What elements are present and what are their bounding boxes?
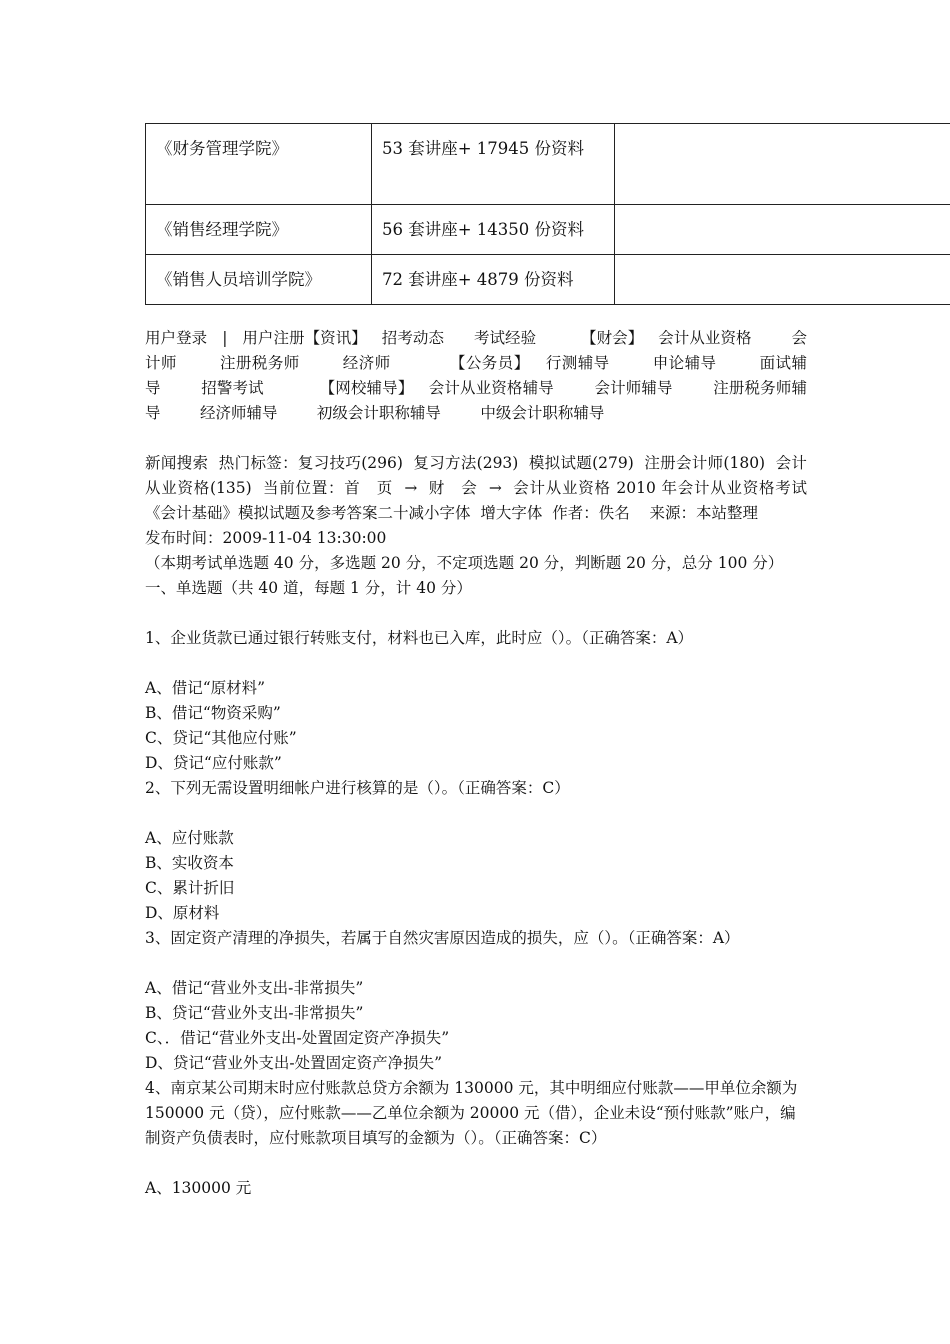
course-desc: 56 套讲座+ 14350 份资料 [372, 205, 615, 255]
course-extra [615, 205, 950, 255]
register-link[interactable]: 用户注册 [242, 329, 305, 347]
question-stem: 2、下列无需设置明细帐户进行核算的是（）。（正确答案：C） [145, 779, 570, 797]
nav-category-civil[interactable]: 【公务员】 [449, 354, 530, 372]
answer-option: B、实收资本 [145, 854, 234, 872]
course-desc: 53 套讲座+ 17945 份资料 [372, 124, 615, 205]
nav-category-accounting[interactable]: 【财会】 [581, 329, 644, 347]
answer-option: A、130000 元 [145, 1179, 252, 1197]
nav-separator: | [222, 329, 228, 347]
nav-link[interactable]: 行测辅导 [545, 354, 610, 372]
nav-link[interactable]: 经济师 [342, 354, 391, 372]
position-label: 当前位置： [263, 479, 345, 497]
nav-link[interactable]: 会计师 [145, 329, 807, 372]
hot-tag-link[interactable]: 复习技巧(296) [297, 454, 403, 472]
nav-category-school[interactable]: 【网校辅导】 [319, 379, 414, 397]
news-search-link[interactable]: 新闻搜索 [145, 454, 209, 472]
login-link[interactable]: 用户登录 [145, 329, 208, 347]
hot-tags-label: 热门标签： [218, 454, 298, 472]
table-row [146, 255, 950, 305]
answer-option: C、贷记“其他应付账” [145, 729, 297, 747]
article-body [145, 326, 807, 1201]
nav-link[interactable]: 考试经验 [473, 329, 537, 347]
question-stem: 3、固定资产清理的净损失，若属于自然灾害原因造成的损失，应（）。（正确答案：A） [145, 929, 740, 947]
course-name: 《财务管理学院》 [146, 124, 372, 205]
question-stem: 4、南京某公司期末时应付账款总贷方余额为 130000 元，其中明细应付账款——甲单位余额为 150000 元（贷），应付账款——乙单位余额为 20000 元（借），企业未设“预付账款”账户，编制资产负债表时，应付账款项目填写的金额为（）。（正确答案：C） [145, 1079, 798, 1147]
course-desc: 72 套讲座+ 4879 份资料 [372, 255, 615, 305]
course-name: 《销售经理学院》 [146, 205, 372, 255]
answer-option: D、原材料 [145, 904, 220, 922]
answer-option: B、贷记“营业外支出-非常损失” [145, 1004, 364, 1022]
answer-option: D、贷记“营业外支出-处置固定资产净损失” [145, 1054, 443, 1072]
hot-tag-link[interactable]: 复习方法(293) [413, 454, 519, 472]
answer-option: A、应付账款 [145, 829, 234, 847]
breadcrumb-arrow-icon: → [404, 479, 418, 497]
article-title: 2010 年会计从业资格考试《会计基础》模拟试题及参考答案二十 [145, 479, 808, 522]
table-row [146, 205, 950, 255]
nav-link[interactable]: 经济师辅导 [199, 404, 278, 422]
nav-link[interactable]: 注册税务师辅导 [145, 379, 807, 422]
course-table [145, 123, 950, 305]
nav-link[interactable]: 会计从业资格 [658, 329, 752, 347]
answer-option: D、贷记“应付账款” [145, 754, 282, 772]
exam-intro: （本期考试单选题 40 分，多选题 20 分，不定项选题 20 分，判断题 20 分，总分 100 分） [145, 554, 784, 572]
nav-link[interactable]: 会计从业资格辅导 [428, 379, 554, 397]
answer-option: C、．借记“营业外支出-处置固定资产净损失” [145, 1029, 450, 1047]
breadcrumb-qualification[interactable]: 会计从业资格 [513, 479, 611, 497]
breadcrumb-arrow-icon: → [488, 479, 502, 497]
answer-option: C、累计折旧 [145, 879, 235, 897]
nav-category-news[interactable]: 【资讯】 [304, 329, 367, 347]
breadcrumb-accounting[interactable]: 财 会 [428, 479, 478, 497]
nav-link[interactable]: 面试辅导 [145, 354, 807, 397]
course-extra [615, 255, 950, 305]
section-heading: 一、单选题（共 40 道，每题 1 分，计 40 分） [145, 579, 472, 597]
question-stem: 1、企业货款已通过银行转账支付，材料也已入库，此时应（）。（正确答案：A） [145, 629, 694, 647]
hot-tag-link[interactable]: 模拟试题(279) [528, 454, 634, 472]
answer-option: B、借记“物资采购” [145, 704, 281, 722]
nav-link[interactable]: 中级会计职称辅导 [480, 404, 605, 422]
nav-link[interactable]: 会计师辅导 [594, 379, 673, 397]
article-author: 作者：佚名 [552, 504, 630, 522]
article-source: 来源：本站整理 [649, 504, 759, 522]
table-row [146, 124, 950, 205]
course-name: 《销售人员培训学院》 [146, 255, 372, 305]
font-smaller-button[interactable]: 减小字体 [408, 504, 471, 522]
nav-link[interactable]: 申论辅导 [652, 354, 717, 372]
article-meta [145, 451, 807, 526]
font-bigger-button[interactable]: 增大字体 [480, 504, 543, 522]
answer-option: A、借记“原材料” [145, 679, 266, 697]
course-extra [615, 124, 950, 205]
nav-link[interactable]: 招警考试 [201, 379, 264, 397]
publish-time: 发布时间：2009-11-04 13:30:00 [145, 529, 387, 547]
site-nav [145, 326, 807, 426]
breadcrumb-home[interactable]: 首 页 [344, 479, 394, 497]
hot-tag-link[interactable]: 会计从业资格(135) [145, 454, 807, 497]
nav-link[interactable]: 初级会计职称辅导 [316, 404, 441, 422]
nav-link[interactable]: 招考动态 [381, 329, 445, 347]
hot-tag-link[interactable]: 注册会计师(180) [644, 454, 766, 472]
answer-option: A、借记“营业外支出-非常损失” [145, 979, 364, 997]
nav-link[interactable]: 注册税务师 [219, 354, 300, 372]
